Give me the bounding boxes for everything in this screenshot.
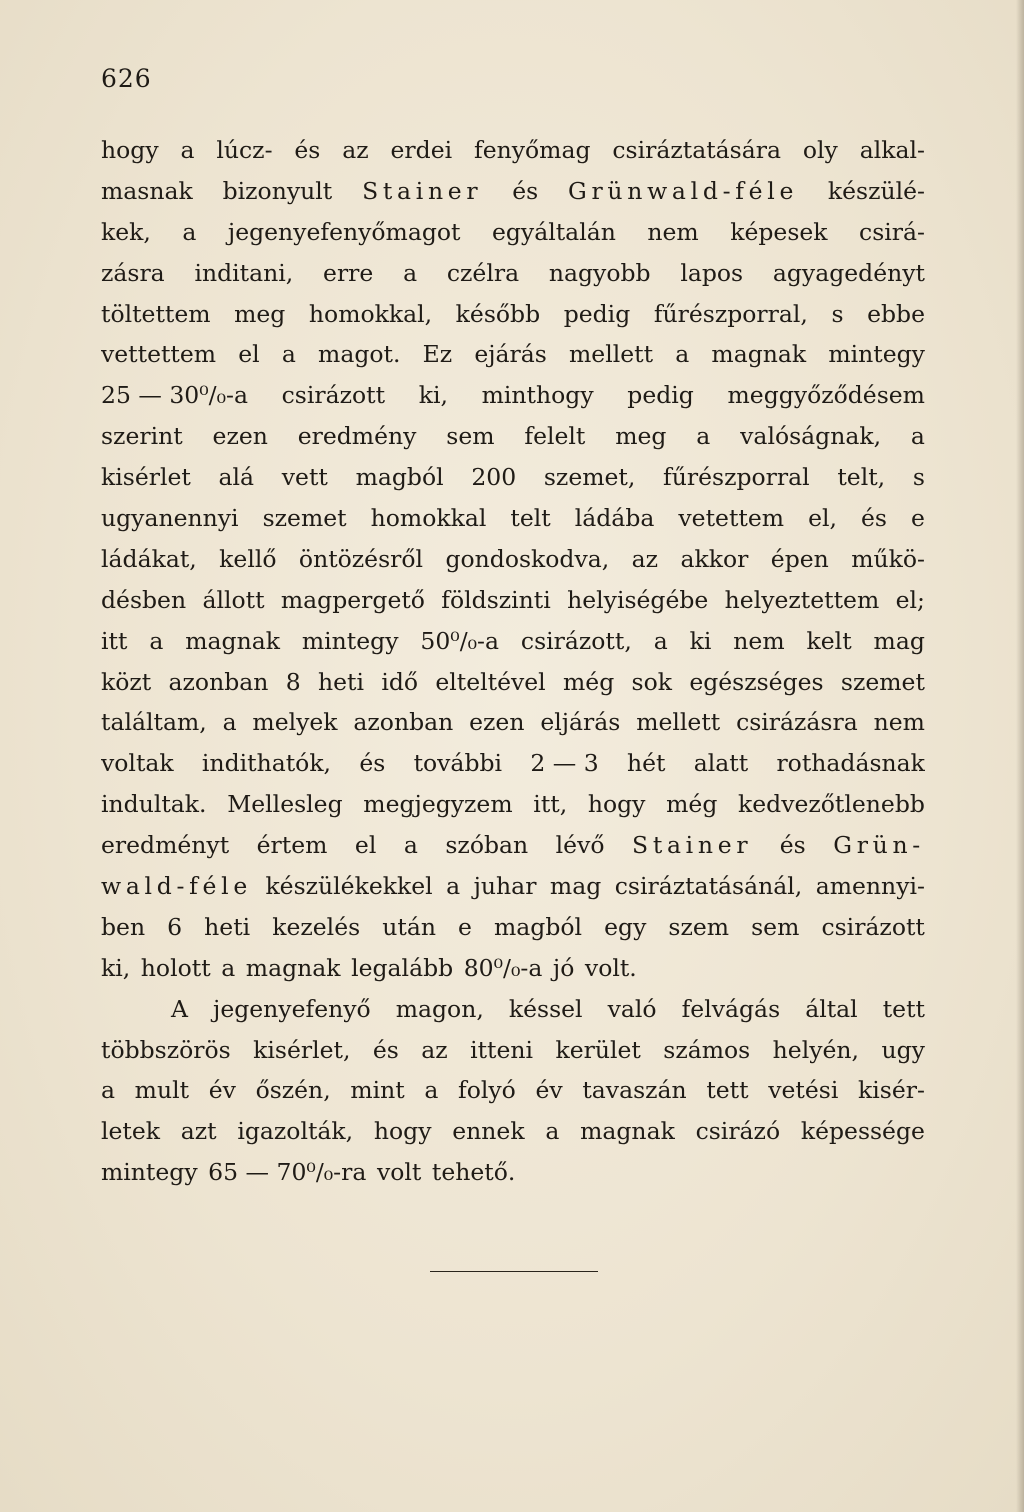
word: Mellesleg <box>227 790 343 819</box>
word: valóságnak, <box>740 422 882 451</box>
word: egy <box>604 912 647 941</box>
word: helyiségébe <box>567 585 709 614</box>
text-line <box>101 1070 925 1111</box>
word: oly <box>802 136 838 164</box>
word: ládába <box>574 504 655 533</box>
word: csirá- <box>859 217 925 246</box>
text-line <box>101 948 925 989</box>
word: 2 — 3 <box>530 749 599 778</box>
word: melyek <box>252 708 338 737</box>
word: a <box>653 626 668 655</box>
word: pedig <box>627 381 694 410</box>
word: csiráztatásánál, <box>614 872 803 901</box>
word: s <box>831 299 844 328</box>
word: műkö- <box>851 544 925 573</box>
word: ejárás <box>474 340 547 369</box>
page-number: 626 <box>101 64 152 93</box>
word: szemet <box>840 667 925 696</box>
word: szóban <box>445 831 529 860</box>
word: meg <box>615 422 667 451</box>
word: indithatók, <box>201 749 332 778</box>
word: a <box>446 872 461 901</box>
word: kedvezőtlenebb <box>738 790 925 819</box>
word: fűrészporral, <box>653 299 808 328</box>
word: e <box>458 912 472 941</box>
word: ki <box>689 626 712 655</box>
word: nem <box>647 217 699 246</box>
word: magpergető <box>280 585 425 614</box>
word: heti <box>317 667 364 696</box>
word: mint <box>350 1076 405 1105</box>
word: telt, <box>837 463 886 492</box>
word: erre <box>323 258 374 287</box>
word: el, <box>808 504 837 533</box>
word: erdei <box>390 136 453 164</box>
word: Stainer <box>632 831 753 860</box>
word: csirázott <box>281 381 386 410</box>
word: e <box>911 504 925 533</box>
word: ládákat, <box>101 544 197 573</box>
word: telt <box>510 504 551 533</box>
word: lévő <box>555 831 605 860</box>
word: vetési <box>768 1076 839 1105</box>
word: az <box>421 1035 448 1064</box>
word: vetettem <box>678 504 785 533</box>
word: kisér- <box>858 1076 925 1105</box>
text-line <box>101 171 925 212</box>
word: 50⁰/₀-a <box>420 626 500 655</box>
word: kisérlet <box>101 463 191 492</box>
word: masnak <box>101 176 193 205</box>
word: a <box>149 626 164 655</box>
word: jegenyefenyőmagot <box>227 217 461 246</box>
word: ennek <box>452 1117 525 1146</box>
word: jó <box>552 953 575 982</box>
word: év <box>208 1076 236 1105</box>
word: többszörös <box>101 1035 231 1064</box>
word: kek, <box>101 217 151 246</box>
word: hogy <box>587 790 646 819</box>
word: Stainer <box>362 176 483 205</box>
word: mag <box>873 626 925 655</box>
word: folyó <box>458 1076 516 1105</box>
text-line <box>101 294 925 335</box>
word: alá <box>218 463 255 492</box>
word: vettettem <box>101 340 217 369</box>
text-line <box>101 457 925 498</box>
word: készülé- <box>827 176 925 205</box>
word: legalább <box>351 953 454 982</box>
word: a <box>675 340 690 369</box>
word: őszén, <box>255 1076 331 1105</box>
word: sok <box>631 667 672 696</box>
word: azonban <box>353 708 454 737</box>
word: helyeztettem <box>724 585 880 614</box>
word: 8 <box>285 667 301 696</box>
text-line <box>101 702 925 743</box>
word: magból <box>494 912 583 941</box>
word: mintegy <box>101 1158 198 1187</box>
word: képesek <box>730 217 828 246</box>
word: A <box>171 994 188 1023</box>
word: letek <box>101 1117 161 1146</box>
word: rothadásnak <box>776 749 925 778</box>
word: szem <box>668 912 730 941</box>
word: minthogy <box>481 381 594 410</box>
word: a <box>403 258 418 287</box>
word: eljárás <box>540 708 621 737</box>
word: az <box>631 544 659 573</box>
word: csirázott <box>821 912 925 941</box>
page-edge-shadow <box>1016 0 1024 1512</box>
word: meggyőződésem <box>727 381 925 410</box>
word: Ez <box>422 340 453 369</box>
word: fűrészporral <box>663 463 810 492</box>
word: ben <box>101 912 146 941</box>
word: töltettem <box>101 299 211 328</box>
word: homokkal, <box>308 299 433 328</box>
word: a <box>222 708 237 737</box>
word: felvágás <box>681 994 781 1023</box>
word: sem <box>751 912 800 941</box>
word: mintegy <box>301 626 399 655</box>
word: elteltével <box>435 667 546 696</box>
word: késsel <box>508 994 583 1023</box>
word: a <box>910 422 925 451</box>
word: heti <box>204 912 251 941</box>
word: később <box>455 299 541 328</box>
word: kellő <box>219 544 277 573</box>
word: a <box>221 953 236 982</box>
word: a <box>101 1076 116 1105</box>
word: további <box>413 749 503 778</box>
word: jegenyefenyő <box>213 994 371 1023</box>
word: nem <box>873 708 925 737</box>
word: idő <box>381 667 419 696</box>
text-line <box>101 784 925 825</box>
word: el <box>238 340 260 369</box>
word: kisérlet, <box>253 1035 351 1064</box>
text-line <box>101 743 925 784</box>
word: azonban <box>168 667 269 696</box>
word: mellett <box>636 708 721 737</box>
word: ugyanennyi <box>101 504 239 533</box>
word: zásra <box>101 258 165 287</box>
word: meg <box>234 299 286 328</box>
text-line <box>101 130 925 171</box>
word: itt <box>101 626 128 655</box>
word: ki, <box>418 381 448 410</box>
text-line <box>101 662 925 703</box>
word: megjegyzem <box>363 790 513 819</box>
word: alkal- <box>859 136 925 164</box>
word: 65 — 70⁰/₀-ra <box>208 1158 367 1187</box>
word: akkor <box>680 544 749 573</box>
word: szemet, <box>543 463 636 492</box>
word: hét <box>626 749 666 778</box>
word: egyáltalán <box>491 217 616 246</box>
word: állott <box>202 585 265 614</box>
word: kelt <box>806 626 852 655</box>
word: Grünwald-féle <box>568 176 799 205</box>
word: és <box>372 1035 399 1064</box>
word: a <box>696 422 711 451</box>
word: való <box>607 994 657 1023</box>
word: lapos <box>680 258 744 287</box>
word: a <box>281 340 296 369</box>
word: helyén, <box>772 1035 860 1064</box>
text-line <box>101 1030 925 1071</box>
word: nagyobb <box>548 258 651 287</box>
word: és <box>294 136 321 164</box>
word: wald-féle <box>101 872 252 901</box>
word: készülékekkel <box>265 872 433 901</box>
word: kerület <box>555 1035 641 1064</box>
word: közt <box>101 667 152 696</box>
word: 80⁰/₀-a <box>463 953 543 982</box>
word: alatt <box>693 749 749 778</box>
word: tehető. <box>431 1158 516 1187</box>
word: volt <box>376 1158 422 1187</box>
text-line <box>101 416 925 457</box>
word: igazolták, <box>237 1117 354 1146</box>
word: nem <box>733 626 785 655</box>
word: désben <box>101 585 187 614</box>
word: volt. <box>584 953 637 982</box>
text-line <box>101 375 925 416</box>
word: a <box>403 831 418 860</box>
word: vett <box>281 463 328 492</box>
word: gondoskodva, <box>445 544 610 573</box>
word: értem <box>256 831 328 860</box>
word: a <box>545 1117 560 1146</box>
body-text <box>101 130 925 1193</box>
word: ezen <box>212 422 268 451</box>
word: ki, <box>101 953 131 982</box>
word: Grün- <box>833 831 925 860</box>
word: öntözésről <box>298 544 424 573</box>
word: el; <box>895 585 925 614</box>
word: magból <box>355 463 444 492</box>
word: magnak <box>580 1117 675 1146</box>
word: czélra <box>446 258 520 287</box>
word: agyagedényt <box>772 258 925 287</box>
word: holott <box>140 953 211 982</box>
word: magnak <box>245 953 341 982</box>
word: és <box>861 504 887 533</box>
word: homokkal <box>370 504 487 533</box>
word: földszinti <box>441 585 551 614</box>
word: csirázó <box>695 1117 781 1146</box>
text-line <box>101 498 925 539</box>
word: magot. <box>318 340 401 369</box>
word: hogy <box>101 136 159 164</box>
word: a <box>424 1076 439 1105</box>
word: 6 <box>167 912 183 941</box>
word: el <box>354 831 377 860</box>
word: után <box>382 912 436 941</box>
word: és <box>512 176 539 205</box>
word: és <box>359 749 386 778</box>
word: pedig <box>563 299 631 328</box>
word: lúcz- <box>216 136 273 164</box>
word: csiráztatására <box>612 136 781 164</box>
text-line <box>101 1152 925 1193</box>
text-line <box>101 989 925 1030</box>
word: ebbe <box>867 299 925 328</box>
word: a <box>182 217 197 246</box>
word: csirázásra <box>736 708 858 737</box>
word: csirázott, <box>520 626 632 655</box>
word: itt, <box>533 790 568 819</box>
word: szemet <box>262 504 347 533</box>
text-line <box>101 825 925 866</box>
word: mintegy <box>828 340 925 369</box>
word: tett <box>882 994 925 1023</box>
word: még <box>666 790 718 819</box>
word: év <box>535 1076 563 1105</box>
word: bizonyult <box>222 176 333 205</box>
text-line <box>101 212 925 253</box>
text-line <box>101 907 925 948</box>
word: épen <box>770 544 829 573</box>
word: még <box>563 667 615 696</box>
word: képessége <box>800 1117 925 1146</box>
word: szerint <box>101 422 183 451</box>
word: magnak <box>185 626 280 655</box>
word: által <box>805 994 858 1023</box>
word: magnak <box>711 340 807 369</box>
word: számos <box>663 1035 751 1064</box>
text-line <box>101 539 925 580</box>
word: azt <box>180 1117 217 1146</box>
word: egészséges <box>689 667 824 696</box>
word: juhar <box>473 872 537 901</box>
word: az <box>342 136 369 164</box>
word: találtam, <box>101 708 207 737</box>
word: eredmény <box>297 422 417 451</box>
word: mellett <box>569 340 654 369</box>
word: s <box>912 463 925 492</box>
word: eredményt <box>101 831 230 860</box>
word: és <box>779 831 806 860</box>
text-line <box>101 1111 925 1152</box>
word: sem <box>446 422 495 451</box>
text-line <box>101 253 925 294</box>
word: magon, <box>395 994 484 1023</box>
word: 200 <box>471 463 517 492</box>
section-divider-rule <box>430 1271 598 1272</box>
text-line <box>101 580 925 621</box>
word: kezelés <box>272 912 361 941</box>
word: hogy <box>373 1117 432 1146</box>
word: amennyi- <box>815 872 925 901</box>
text-line <box>101 334 925 375</box>
word: fenyőmag <box>474 136 591 164</box>
word: mag <box>549 872 602 901</box>
word: tavaszán <box>582 1076 687 1105</box>
word: ezen <box>469 708 525 737</box>
word: a <box>180 136 195 164</box>
word: itteni <box>470 1035 534 1064</box>
word: indultak. <box>101 790 207 819</box>
word: inditani, <box>194 258 294 287</box>
word: 25 — 30⁰/₀-a <box>101 381 248 410</box>
word: mult <box>134 1076 190 1105</box>
text-line <box>101 621 925 662</box>
word: felelt <box>524 422 586 451</box>
word: voltak <box>101 749 174 778</box>
word: ugy <box>881 1035 925 1064</box>
word: tett <box>706 1076 749 1105</box>
text-line <box>101 866 925 907</box>
